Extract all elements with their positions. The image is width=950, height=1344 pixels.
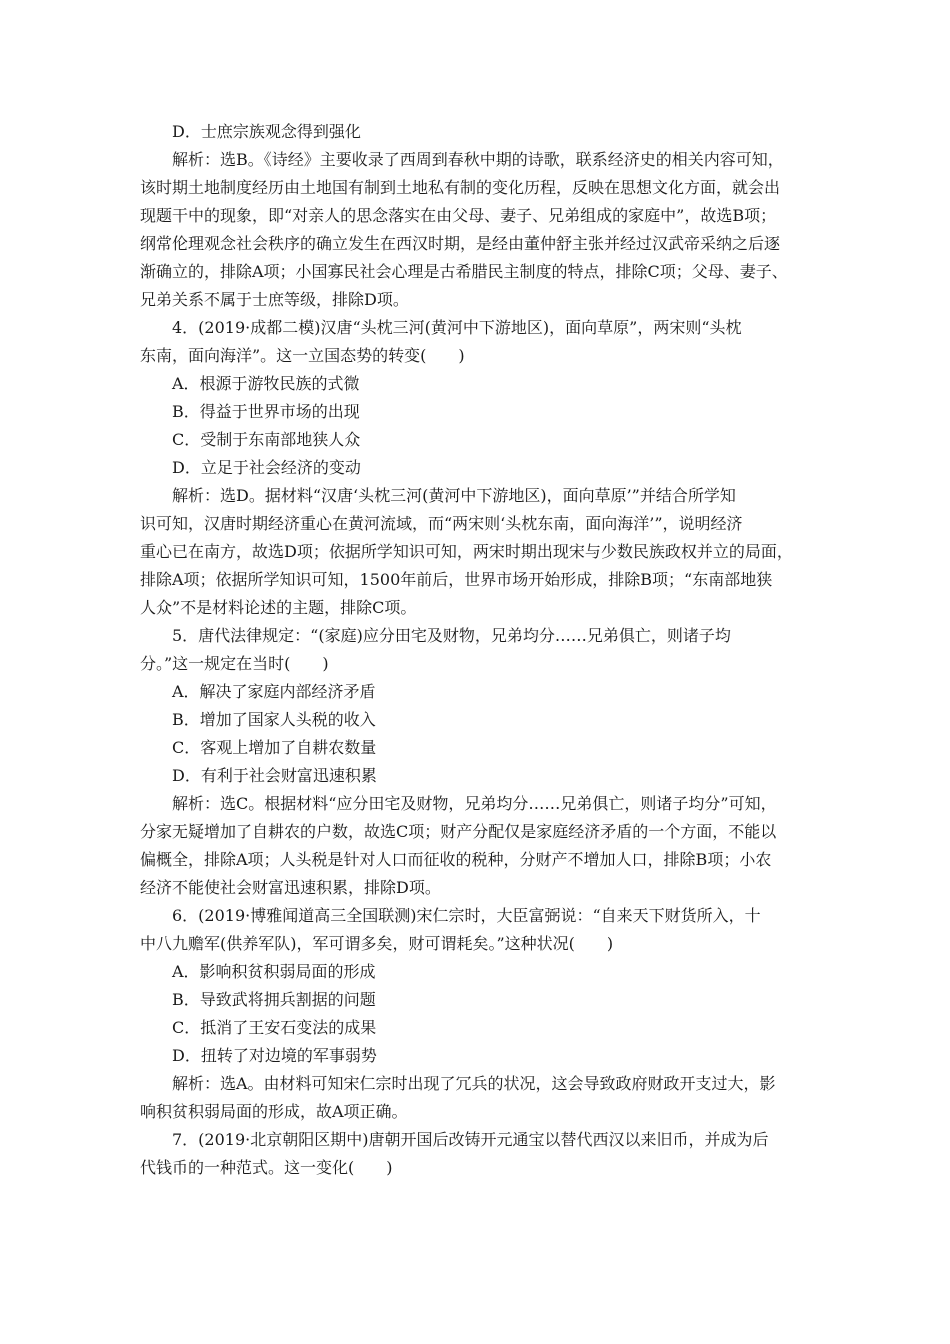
option-b: B．增加了国家人头税的收入: [172, 710, 376, 729]
option-a: A．根源于游牧民族的式微: [172, 374, 360, 393]
option-a: A．影响积贫积弱局面的形成: [172, 962, 376, 981]
analysis-line: 重心已在南方，故选D项；依据所学知识可知，两宋时期出现宋与少数民族政权并立的局面，: [140, 542, 793, 561]
analysis-line: 排除A项；依据所学知识可知，1500年前后，世界市场开始形成，排除B项；“东南部地狭: [140, 570, 773, 589]
question-4: 4．(2019·成都二模)汉唐“头枕三河(黄河中下游地区)，面向草原”，两宋则“头枕: [172, 318, 742, 337]
option-line: D．士庶宗族观念得到强化: [172, 122, 361, 141]
option-b: B．导致武将拥兵割据的问题: [172, 990, 376, 1009]
analysis-line: 渐确立的，排除A项；小国寡民社会心理是古希腊民主制度的特点，排除C项；父母、妻子、: [140, 262, 788, 281]
question-4-cont: 东南，面向海洋”。这一立国态势的转变( ): [140, 346, 465, 365]
question-7-cont: 代钱币的一种范式。这一变化( ): [140, 1158, 393, 1177]
analysis-line: 解析：选A。由材料可知宋仁宗时出现了冗兵的状况，这会导致政府财政开支过大，影: [172, 1074, 776, 1093]
option-c: C．抵消了王安石变法的成果: [172, 1018, 377, 1037]
option-c: C．客观上增加了自耕农数量: [172, 738, 377, 757]
option-d: D．有利于社会财富迅速积累: [172, 766, 377, 785]
analysis-line: 人众”不是材料论述的主题，排除C项。: [140, 598, 417, 617]
analysis-line: 解析：选C。根据材料“应分田宅及财物，兄弟均分……兄弟俱亡，则诸子均分”可知，: [172, 794, 777, 813]
question-6: 6．(2019·博雅闻道高三全国联测)宋仁宗时，大臣富弼说：“自来天下财货所入，十: [172, 906, 761, 925]
analysis-line: 响积贫积弱局面的形成，故A项正确。: [140, 1102, 408, 1121]
analysis-line: 解析：选B。《诗经》主要收录了西周到春秋中期的诗歌，联系经济史的相关内容可知，: [172, 150, 784, 169]
question-7: 7．(2019·北京朝阳区期中)唐朝开国后改铸开元通宝以替代西汉以来旧币，并成为后: [172, 1130, 769, 1149]
analysis-line: 现题干中的现象，即“对亲人的思念落实在由父母、妻子、兄弟组成的家庭中”，故选B项；: [140, 206, 777, 225]
option-d: D．立足于社会经济的变动: [172, 458, 361, 477]
analysis-line: 识可知，汉唐时期经济重心在黄河流域，而“两宋则‘头枕东南，面向海洋’”，说明经济: [140, 514, 743, 533]
question-6-cont: 中八九赡军(供养军队)，军可谓多矣，财可谓耗矣。”这种状况( ): [140, 934, 614, 953]
analysis-line: 该时期土地制度经历由土地国有制到土地私有制的变化历程，反映在思想文化方面，就会出: [140, 178, 781, 197]
option-a: A．解决了家庭内部经济矛盾: [172, 682, 376, 701]
analysis-line: 兄弟关系不属于士庶等级，排除D项。: [140, 290, 409, 309]
analysis-line: 解析：选D。据材料“汉唐‘头枕三河(黄河中下游地区)，面向草原’”并结合所学知: [172, 486, 736, 505]
question-5-cont: 分。”这一规定在当时( ): [140, 654, 329, 673]
option-b: B．得益于世界市场的出现: [172, 402, 360, 421]
analysis-line: 偏概全，排除A项；人头税是针对人口而征收的税种，分财产不增加人口，排除B项；小农: [140, 850, 772, 869]
analysis-line: 纲常伦理观念社会秩序的确立发生在西汉时期，是经由董仲舒主张并经过汉武帝采纳之后逐: [140, 234, 781, 253]
analysis-line: 分家无疑增加了自耕农的户数，故选C项；财产分配仅是家庭经济矛盾的一个方面，不能以: [140, 822, 777, 841]
option-c: C．受制于东南部地狭人众: [172, 430, 361, 449]
option-d: D．扭转了对边境的军事弱势: [172, 1046, 377, 1065]
analysis-line: 经济不能使社会财富迅速积累，排除D项。: [140, 878, 441, 897]
question-5: 5．唐代法律规定：“(家庭)应分田宅及财物，兄弟均分……兄弟俱亡，则诸子均: [172, 626, 731, 645]
